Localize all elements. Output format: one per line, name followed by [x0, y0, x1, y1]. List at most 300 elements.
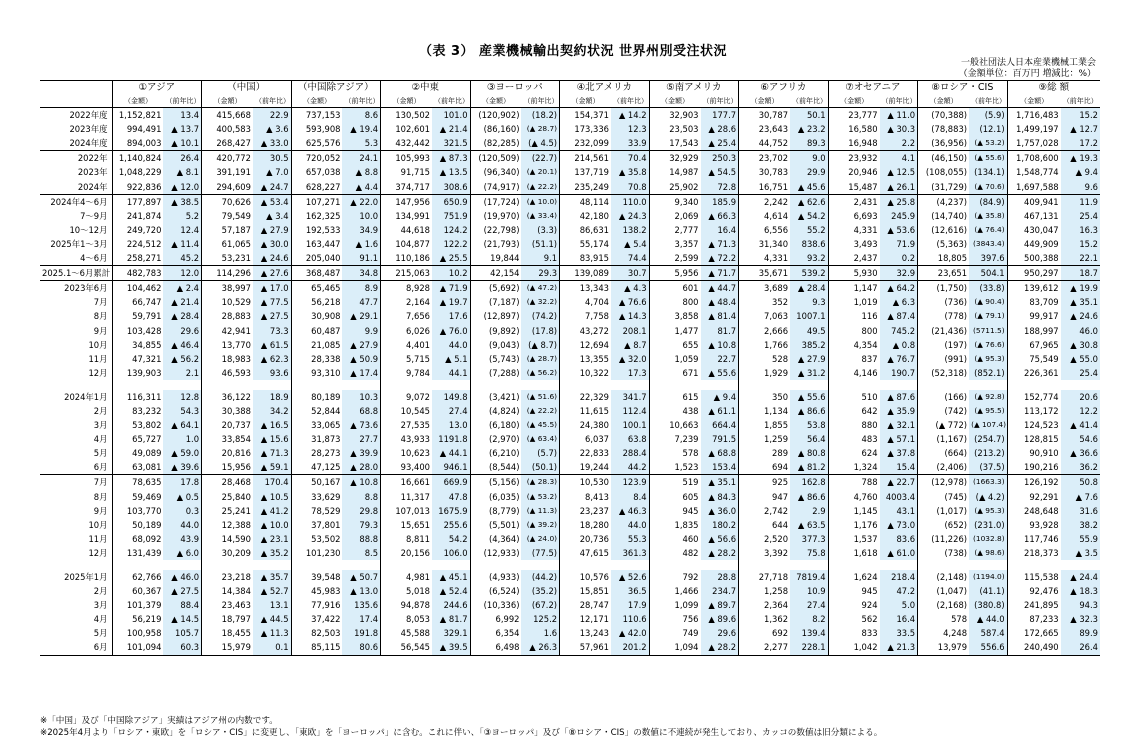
yoy-cell: 44.0	[432, 338, 470, 352]
amount-cell: (10,336)	[470, 598, 521, 612]
yoy-cell: 0.2	[880, 251, 918, 266]
amount-cell: 833	[828, 626, 879, 640]
row-label: 2025年1〜3月	[50, 238, 108, 249]
column-header: ③ヨーロッパ	[470, 81, 560, 96]
amount-cell: 173,336	[560, 122, 611, 136]
row-label: 2月	[93, 586, 108, 597]
amount-cell: 177,897	[112, 194, 163, 209]
amount-cell: 12,171	[560, 612, 611, 626]
yoy-cell: ▲ 10.5	[253, 490, 291, 504]
yoy-cell: 2.9	[790, 504, 828, 518]
row-label: 2022年度	[40, 108, 112, 123]
row-label: 2024年度	[69, 138, 108, 149]
yoy-cell: ▲ 21.3	[880, 640, 918, 655]
amount-cell: 60,487	[291, 324, 342, 338]
amount-cell: 2,666	[739, 324, 790, 338]
yoy-cell: ▲ 27.5	[163, 584, 201, 598]
yoy-cell: 177.7	[701, 108, 739, 123]
yoy-cell: 31.6	[1061, 504, 1100, 518]
amount-cell: 1,757,028	[1007, 136, 1061, 151]
yoy-cell: (▲ 28.3)	[521, 475, 559, 490]
amount-cell: 7,239	[649, 432, 700, 446]
yoy-cell: 89.3	[790, 136, 828, 151]
yoy-cell: 89.9	[1061, 626, 1100, 640]
amount-cell: 30,783	[739, 165, 790, 179]
amount-cell: 52,844	[291, 404, 342, 418]
yoy-cell: ▲ 55.6	[701, 366, 739, 380]
yoy-cell: ▲ 73.6	[342, 418, 380, 432]
amount-cell: 391,191	[202, 165, 253, 179]
amount-cell: 192,533	[291, 223, 342, 237]
amount-cell: 420,772	[202, 151, 253, 166]
amount-cell: 75,549	[1007, 352, 1061, 366]
yoy-cell: 80.6	[342, 640, 380, 655]
yoy-cell: 587.4	[969, 626, 1007, 640]
amount-cell	[739, 560, 790, 570]
yoy-cell: 34.9	[342, 223, 380, 237]
yoy-cell: 12.3	[611, 122, 649, 136]
subheader-amount: （金額）	[470, 95, 521, 108]
amount-cell: 82,503	[291, 626, 342, 640]
amount-cell: 79,549	[202, 209, 253, 223]
yoy-cell: ▲ 44.7	[701, 281, 739, 296]
amount-cell: (4,824)	[470, 404, 521, 418]
yoy-cell: ▲ 11.4	[163, 237, 201, 251]
yoy-cell: (5.7)	[521, 446, 559, 460]
amount-cell: (4,364)	[470, 532, 521, 546]
subheader-amount: （金額）	[918, 95, 969, 108]
yoy-cell: 321.5	[432, 136, 470, 151]
amount-cell: (3,421)	[470, 390, 521, 404]
amount-cell: (78,883)	[918, 122, 969, 136]
amount-cell: 20,946	[828, 165, 879, 179]
amount-cell: 374,717	[381, 180, 432, 195]
yoy-cell: ▲ 11.3	[253, 626, 291, 640]
amount-cell: 1,152,821	[112, 108, 163, 123]
amount-cell: 27,718	[739, 570, 790, 584]
yoy-cell: 88.8	[342, 532, 380, 546]
yoy-cell: 47.8	[432, 490, 470, 504]
amount-cell: 1,697,588	[1007, 180, 1061, 195]
yoy-cell: 44.0	[611, 518, 649, 532]
yoy-cell: 72.8	[701, 180, 739, 195]
amount-cell: 368,487	[291, 266, 342, 281]
yoy-cell: (▲ 79.1)	[969, 309, 1007, 323]
yoy-cell: ▲ 18.3	[1061, 584, 1100, 598]
amount-cell: 188,997	[1007, 324, 1061, 338]
yoy-cell: 138.2	[611, 223, 649, 237]
yoy-cell: (▲ 90.4)	[969, 295, 1007, 309]
amount-cell: 15,487	[828, 180, 879, 195]
yoy-cell: ▲ 27.9	[253, 223, 291, 237]
row-label: 2023年度	[69, 124, 108, 135]
amount-cell: 86,631	[560, 223, 611, 237]
amount-cell: 2,364	[739, 598, 790, 612]
yoy-cell: ▲ 23.2	[790, 122, 828, 136]
yoy-cell: (▲ 95.5)	[969, 404, 1007, 418]
amount-cell: 1,537	[828, 532, 879, 546]
amount-cell: 139,089	[560, 266, 611, 281]
table-row	[40, 366, 1100, 380]
amount-cell: 947	[739, 490, 790, 504]
yoy-cell: (67.2)	[521, 598, 559, 612]
yoy-cell: (17.8)	[521, 324, 559, 338]
amount-cell: 1,766	[739, 338, 790, 352]
yoy-cell: 53.8	[790, 418, 828, 432]
yoy-cell	[342, 380, 380, 390]
yoy-cell: 218.4	[880, 570, 918, 584]
amount-cell: 232,099	[560, 136, 611, 151]
amount-cell: 467,131	[1007, 209, 1061, 223]
yoy-cell: 185.9	[701, 194, 739, 209]
amount-cell: (7,288)	[470, 366, 521, 380]
amount-cell: 32,903	[649, 108, 700, 123]
yoy-cell: 1.6	[521, 626, 559, 640]
amount-cell: 6,498	[470, 640, 521, 655]
yoy-cell: 1.0	[163, 432, 201, 446]
row-label: 6月	[40, 640, 112, 655]
amount-cell: 49,089	[112, 446, 163, 460]
yoy-cell: 669.9	[432, 475, 470, 490]
amount-cell: 28,883	[202, 309, 253, 323]
yoy-cell: 17.4	[342, 612, 380, 626]
row-label: 3月	[93, 600, 108, 611]
amount-cell: 117,746	[1007, 532, 1061, 546]
amount-cell: 749	[649, 626, 700, 640]
amount-cell: 47,615	[560, 546, 611, 560]
amount-cell: 9,340	[649, 194, 700, 209]
subheader-yoy: （前年比）	[433, 97, 469, 106]
yoy-cell: 228.1	[790, 640, 828, 655]
amount-cell	[828, 560, 879, 570]
yoy-cell: (▲ 92.8)	[969, 390, 1007, 404]
org-name: 一般社団法人日本産業機械工業会	[960, 58, 1096, 68]
table-row	[40, 223, 1100, 237]
amount-cell: 5,930	[828, 266, 879, 281]
amount-cell: 9,072	[381, 390, 432, 404]
amount-cell: (197)	[918, 338, 969, 352]
yoy-cell: 110.6	[611, 612, 649, 626]
amount-cell: 1,147	[828, 281, 879, 296]
yoy-cell: 15.4	[880, 460, 918, 475]
amount-cell: (2,406)	[918, 460, 969, 475]
amount-cell	[649, 380, 700, 390]
amount-cell: (12,978)	[918, 475, 969, 490]
amount-cell: 615	[649, 390, 700, 404]
amount-cell: 28,338	[291, 352, 342, 366]
column-header: ⑥アフリカ	[739, 81, 829, 96]
amount-cell: 53,502	[291, 532, 342, 546]
row-label: 3月	[93, 420, 108, 431]
amount-cell: 737,153	[291, 108, 342, 123]
yoy-cell: 8.9	[342, 281, 380, 296]
yoy-cell: 12.0	[163, 266, 201, 281]
yoy-cell: 8.6	[342, 108, 380, 123]
amount-cell: 85,115	[291, 640, 342, 655]
yoy-cell: ▲ 28.0	[342, 460, 380, 475]
amount-cell: 67,965	[1007, 338, 1061, 352]
footnote-1: ※「中国」及び「中国除アジア」実績はアジア州の内数です。	[40, 716, 278, 726]
yoy-cell: 153.4	[701, 460, 739, 475]
amount-cell: 56,218	[291, 295, 342, 309]
yoy-cell: 49.5	[790, 324, 828, 338]
amount-cell: 18,797	[202, 612, 253, 626]
yoy-cell: (380.8)	[969, 598, 1007, 612]
amount-cell: 19,244	[560, 460, 611, 475]
amount-cell: (82,285)	[470, 136, 521, 151]
yoy-cell: 234.7	[701, 584, 739, 598]
yoy-cell: 0.1	[253, 640, 291, 655]
subheader-corner	[40, 95, 112, 108]
amount-cell: (8,779)	[470, 504, 521, 518]
yoy-cell: (▲ 95.3)	[969, 504, 1007, 518]
yoy-cell: (▲ 33.4)	[521, 209, 559, 223]
amount-cell: (736)	[918, 295, 969, 309]
yoy-cell: 2.1	[163, 366, 201, 380]
amount-cell: 1,362	[739, 612, 790, 626]
amount-cell: 13,355	[560, 352, 611, 366]
yoy-cell: 55.3	[611, 532, 649, 546]
amount-cell: 93,400	[381, 460, 432, 475]
yoy-cell: 329.1	[432, 626, 470, 640]
yoy-cell: 22.1	[1061, 251, 1100, 266]
yoy-cell: ▲ 6.3	[880, 295, 918, 309]
yoy-cell: ▲ 87.3	[432, 151, 470, 166]
amount-cell: (742)	[918, 404, 969, 418]
yoy-cell: (852.1)	[969, 366, 1007, 380]
yoy-cell: 45.2	[163, 251, 201, 266]
yoy-cell: (▲ 8.7)	[521, 338, 559, 352]
amount-cell: 1,835	[649, 518, 700, 532]
table-row	[40, 136, 1100, 151]
table-row	[40, 404, 1100, 418]
yoy-cell: ▲ 24.7	[253, 180, 291, 195]
row-label: 2025.1〜6月累計	[40, 266, 112, 281]
yoy-cell: 33.9	[611, 136, 649, 151]
amount-cell: 37,422	[291, 612, 342, 626]
yoy-cell: 244.6	[432, 598, 470, 612]
yoy-cell: 112.4	[611, 404, 649, 418]
amount-cell: 215,063	[381, 266, 432, 281]
column-header: ①アジア	[112, 81, 202, 96]
amount-cell: 4,704	[560, 295, 611, 309]
yoy-cell: ▲ 10.8	[701, 338, 739, 352]
table-row	[40, 281, 1100, 296]
yoy-cell: 75.8	[790, 546, 828, 560]
table-row	[40, 237, 1100, 251]
amount-cell: 14,384	[202, 584, 253, 598]
amount-cell: (17,724)	[470, 194, 521, 209]
amount-cell	[918, 380, 969, 390]
yoy-cell: 135.6	[342, 598, 380, 612]
amount-cell: (738)	[918, 546, 969, 560]
yoy-cell: 539.2	[790, 266, 828, 281]
amount-cell: 30,908	[291, 309, 342, 323]
yoy-cell: ▲ 21.4	[163, 295, 201, 309]
yoy-cell: ▲ 81.2	[790, 460, 828, 475]
yoy-cell: 24.1	[342, 151, 380, 166]
yoy-cell: ▲ 17.4	[342, 366, 380, 380]
amount-cell: 1,624	[828, 570, 879, 584]
yoy-cell: ▲ 12.0	[163, 180, 201, 195]
yoy-cell: 16.4	[701, 223, 739, 237]
yoy-cell: ▲ 33.0	[253, 136, 291, 151]
amount-cell: 800	[828, 324, 879, 338]
yoy-cell: (▲ 32.2)	[521, 295, 559, 309]
yoy-cell	[1061, 560, 1100, 570]
yoy-cell: (▲ 53.2)	[521, 490, 559, 504]
yoy-cell: ▲ 32.1	[880, 418, 918, 432]
amount-cell: 31,873	[291, 432, 342, 446]
amount-cell: 30,787	[739, 108, 790, 123]
table-row	[40, 180, 1100, 195]
yoy-cell	[342, 560, 380, 570]
yoy-cell: 63.8	[611, 432, 649, 446]
yoy-cell: 7819.4	[790, 570, 828, 584]
yoy-cell: ▲ 14.5	[163, 612, 201, 626]
amount-cell: 241,895	[1007, 598, 1061, 612]
subheader-amount: （金額）	[739, 95, 790, 108]
amount-cell	[112, 380, 163, 390]
row-label: 2023年	[77, 167, 108, 178]
yoy-cell: ▲ 4.3	[611, 281, 649, 296]
amount-cell: 18,280	[560, 518, 611, 532]
amount-cell: (6,210)	[470, 446, 521, 460]
amount-cell: (1,047)	[918, 584, 969, 598]
yoy-cell: ▲ 76.7	[880, 352, 918, 366]
row-label: 8月	[93, 311, 108, 322]
yoy-cell: ▲ 7.0	[253, 165, 291, 179]
table-row	[40, 309, 1100, 323]
amount-cell: 1,094	[649, 640, 700, 655]
amount-cell: 2,164	[381, 295, 432, 309]
yoy-cell: ▲ 39.5	[432, 640, 470, 655]
yoy-cell: ▲ 36.0	[701, 504, 739, 518]
yoy-cell: ▲ 63.5	[790, 518, 828, 532]
amount-cell: 33,629	[291, 490, 342, 504]
subheader-amount: （金額）	[112, 95, 163, 108]
subheader-amount: （金額）	[1007, 95, 1061, 108]
yoy-cell: ▲ 27.9	[342, 338, 380, 352]
amount-cell: (96,340)	[470, 165, 521, 179]
amount-cell: 1,477	[649, 324, 700, 338]
amount-cell: 107,013	[381, 504, 432, 518]
yoy-cell: ▲ 31.2	[790, 366, 828, 380]
amount-cell: 11,317	[381, 490, 432, 504]
amount-cell: 4,331	[828, 223, 879, 237]
yoy-cell: 17.8	[163, 475, 201, 490]
amount-cell: 44,752	[739, 136, 790, 151]
amount-cell: (4,237)	[918, 194, 969, 209]
yoy-cell: 54.3	[163, 404, 201, 418]
subheader-yoy: （前年比）	[165, 97, 201, 106]
yoy-cell: ▲ 42.0	[611, 626, 649, 640]
yoy-cell: 838.6	[790, 237, 828, 251]
row-label: 7月	[93, 297, 108, 308]
amount-cell: 23,503	[649, 122, 700, 136]
amount-cell: 240,490	[1007, 640, 1061, 655]
row-label: 8月	[93, 491, 108, 502]
yoy-cell: ▲ 27.5	[253, 309, 291, 323]
row-label: 2024年4〜6月	[40, 194, 112, 209]
yoy-cell: ▲ 8.7	[611, 338, 649, 352]
amount-cell: 103,428	[112, 324, 163, 338]
amount-cell: 99,917	[1007, 309, 1061, 323]
amount-cell: 25,840	[202, 490, 253, 504]
yoy-cell: ▲ 15.6	[253, 432, 291, 446]
yoy-cell: (50.1)	[521, 460, 559, 475]
yoy-cell: ▲ 52.7	[253, 584, 291, 598]
amount-cell	[381, 560, 432, 570]
yoy-cell: ▲ 84.3	[701, 490, 739, 504]
amount-cell: 23,643	[739, 122, 790, 136]
row-label: 11月	[88, 533, 108, 544]
amount-cell: 154,371	[560, 108, 611, 123]
yoy-cell: 25.4	[1061, 209, 1100, 223]
yoy-cell: 20.6	[1061, 390, 1100, 404]
yoy-cell: (12.1)	[969, 122, 1007, 136]
amount-cell: 104,462	[112, 281, 163, 296]
amount-cell: (46,150)	[918, 151, 969, 166]
amount-cell: 50,167	[291, 475, 342, 490]
yoy-cell	[163, 380, 201, 390]
table-row	[40, 151, 1100, 166]
yoy-cell: (22.7)	[521, 151, 559, 166]
footnotes	[40, 716, 882, 739]
amount-cell: 4,614	[739, 209, 790, 223]
amount-cell: 10,576	[560, 570, 611, 584]
yoy-cell: 25.4	[1061, 366, 1100, 380]
table-row	[40, 490, 1100, 504]
amount-cell: 104,877	[381, 237, 432, 251]
yoy-cell: 18.7	[1061, 266, 1100, 281]
yoy-cell: 288.4	[611, 446, 649, 460]
yoy-cell: ▲ 35.7	[253, 570, 291, 584]
yoy-cell: 17.9	[611, 598, 649, 612]
yoy-cell: (▲ 4.5)	[521, 136, 559, 151]
amount-cell: 1,324	[828, 460, 879, 475]
amount-cell: 172,665	[1007, 626, 1061, 640]
amount-cell: 1,176	[828, 518, 879, 532]
amount-cell: 692	[739, 626, 790, 640]
yoy-cell: 17.3	[611, 366, 649, 380]
yoy-cell	[521, 560, 559, 570]
amount-cell: 10,529	[202, 295, 253, 309]
subheader-yoy: （前年比）	[702, 97, 738, 106]
row-label: 2022年	[40, 151, 112, 166]
amount-cell: 59,791	[112, 309, 163, 323]
yoy-cell: 36.2	[1061, 460, 1100, 475]
row-label: 5月	[93, 628, 108, 639]
yoy-cell: (▲ 39.2)	[521, 518, 559, 532]
yoy-cell: (▲ 107.4)	[969, 418, 1007, 432]
column-header: ⑧ロシア・CIS	[918, 81, 1008, 96]
yoy-cell: ▲ 62.6	[790, 194, 828, 209]
yoy-cell: ▲ 3.6	[253, 122, 291, 136]
yoy-cell: ▲ 3.4	[253, 209, 291, 223]
amount-cell: (19,970)	[470, 209, 521, 223]
yoy-cell: ▲ 24.6	[253, 251, 291, 266]
amount-cell: 628,227	[291, 180, 342, 195]
amount-cell: 642	[828, 404, 879, 418]
column-header: ④北アメリカ	[560, 81, 650, 96]
yoy-cell: 32.9	[880, 266, 918, 281]
yoy-cell: 245.9	[880, 209, 918, 223]
yoy-cell: ▲ 71.7	[701, 266, 739, 281]
amount-cell: 13,979	[918, 640, 969, 655]
amount-cell: 27,535	[381, 418, 432, 432]
yoy-cell: 30.7	[611, 266, 649, 281]
